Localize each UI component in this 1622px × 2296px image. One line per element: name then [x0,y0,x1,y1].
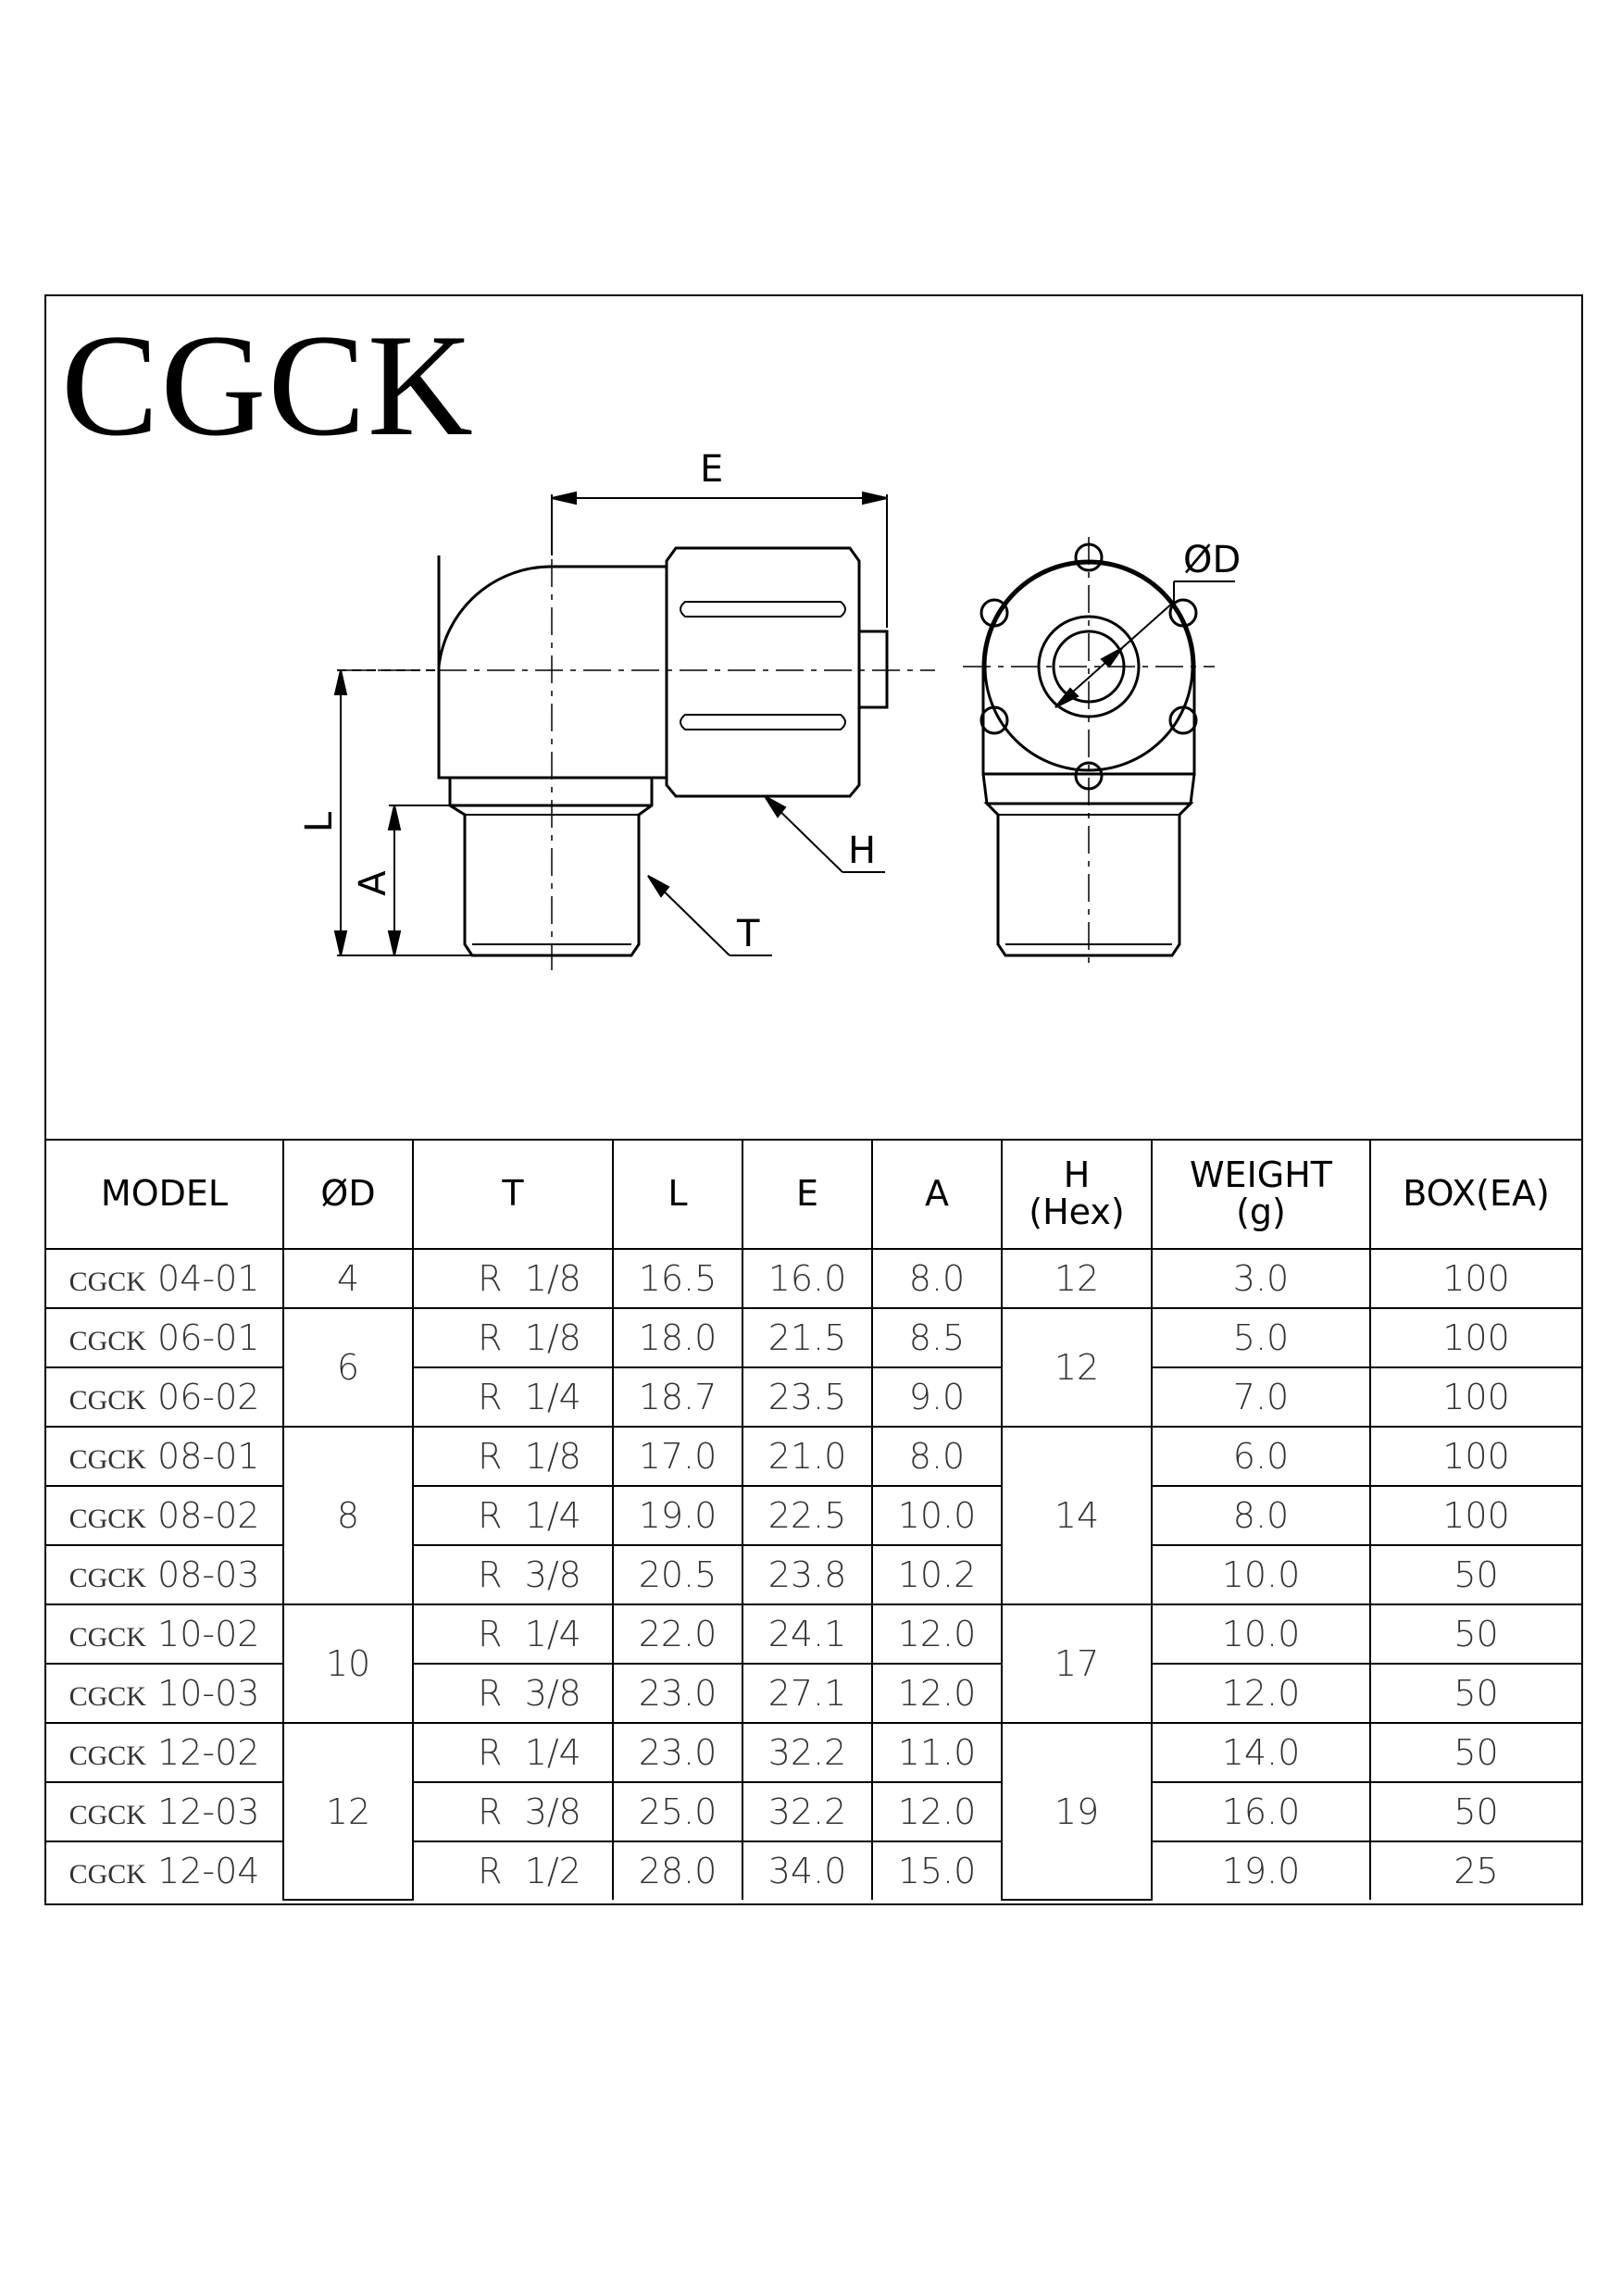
model-code: 08-02 [157,1495,260,1536]
model-cell [46,1427,283,1486]
model-prefix: CGCK [69,1267,146,1297]
table-row [46,1723,1581,1782]
weight-cell: 6.0 [1152,1427,1370,1486]
dim-label-e: E [700,448,724,491]
box-cell: 100 [1370,1308,1581,1367]
model-prefix: CGCK [69,1681,146,1712]
box-cell: 50 [1370,1604,1581,1664]
l-cell: 18.0 [613,1308,742,1367]
model-prefix: CGCK [69,1859,146,1890]
hex-nut [667,548,859,796]
t-cell: R 1/4 [413,1723,613,1782]
e-cell: 21.5 [742,1308,872,1367]
model-code: 04-01 [157,1258,260,1299]
t-cell: R 1/2 [413,1841,613,1900]
weight-cell: 7.0 [1152,1367,1370,1427]
header-a: A [872,1140,1002,1249]
a-cell: 10.2 [872,1545,1002,1604]
leader-label-h: H [848,830,877,872]
header-weight-line1: WEIGHT [1189,1154,1333,1196]
box-cell: 100 [1370,1427,1581,1486]
t-cell: R 1/8 [413,1308,613,1367]
h-cell: 12 [1002,1308,1152,1427]
e-cell: 16.0 [742,1249,872,1308]
t-cell: R 1/8 [413,1427,613,1486]
weight-cell: 12.0 [1152,1664,1370,1723]
model-cell [46,1782,283,1841]
header-row [46,1140,1581,1249]
model-cell [46,1723,283,1782]
a-cell: 12.0 [872,1664,1002,1723]
l-cell: 23.0 [613,1664,742,1723]
a-cell: 9.0 [872,1367,1002,1427]
e-cell: 27.1 [742,1664,872,1723]
e-cell: 34.0 [742,1841,872,1900]
a-cell: 12.0 [872,1782,1002,1841]
box-cell: 50 [1370,1723,1581,1782]
weight-cell: 14.0 [1152,1723,1370,1782]
dim-label-l: L [298,811,341,833]
e-cell: 24.1 [742,1604,872,1664]
model-prefix: CGCK [69,1504,146,1534]
l-cell: 20.5 [613,1545,742,1604]
e-cell: 21.0 [742,1427,872,1486]
leader-label-t: T [737,913,760,955]
technical-drawing [46,296,1581,1139]
model-code: 12-02 [157,1732,260,1773]
model-code: 12-04 [157,1851,260,1891]
spec-table [46,1139,1581,1901]
a-cell: 8.5 [872,1308,1002,1367]
box-cell: 50 [1370,1782,1581,1841]
model-cell [46,1249,283,1308]
weight-cell: 16.0 [1152,1782,1370,1841]
e-cell: 23.8 [742,1545,872,1604]
header-h-line1: H [1063,1154,1091,1196]
box-cell: 50 [1370,1545,1581,1604]
d-cell: 10 [283,1604,413,1723]
t-cell: R 3/8 [413,1545,613,1604]
l-cell: 23.0 [613,1723,742,1782]
model-code: 06-02 [157,1377,260,1417]
e-cell: 22.5 [742,1486,872,1545]
model-prefix: CGCK [69,1385,146,1416]
header-weight-line2: (g) [1236,1192,1286,1232]
l-cell: 17.0 [613,1427,742,1486]
model-code: 08-01 [157,1436,260,1477]
table-row [46,1664,1581,1723]
box-cell: 25 [1370,1841,1581,1900]
header-t: T [413,1140,613,1249]
model-code: 12-03 [157,1791,260,1832]
header-model: MODEL [46,1140,283,1249]
leader-label-phid: ØD [1183,539,1241,581]
table-row [46,1367,1581,1427]
a-cell: 15.0 [872,1841,1002,1900]
e-cell: 23.5 [742,1367,872,1427]
model-code: 10-03 [157,1673,260,1714]
product-title: CGCK [61,305,475,467]
l-cell: 25.0 [613,1782,742,1841]
model-cell [46,1367,283,1427]
model-prefix: CGCK [69,1563,146,1593]
weight-cell: 8.0 [1152,1486,1370,1545]
l-cell: 16.5 [613,1249,742,1308]
header-h [1002,1140,1152,1249]
header-weight [1152,1140,1370,1249]
table-row [46,1545,1581,1604]
header-e: E [742,1140,872,1249]
a-cell: 12.0 [872,1604,1002,1664]
a-cell: 8.0 [872,1249,1002,1308]
d-cell: 4 [283,1249,413,1308]
box-cell: 100 [1370,1367,1581,1427]
h-cell: 19 [1002,1723,1152,1900]
model-cell [46,1841,283,1900]
weight-cell: 10.0 [1152,1545,1370,1604]
t-cell: R 3/8 [413,1782,613,1841]
weight-cell: 10.0 [1152,1604,1370,1664]
header-box: BOX(EA) [1370,1140,1581,1249]
a-cell: 10.0 [872,1486,1002,1545]
d-cell: 6 [283,1308,413,1427]
model-cell [46,1308,283,1367]
model-prefix: CGCK [69,1326,146,1356]
h-cell: 17 [1002,1604,1152,1723]
weight-cell: 19.0 [1152,1841,1370,1900]
model-prefix: CGCK [69,1444,146,1475]
l-cell: 28.0 [613,1841,742,1900]
table-row [46,1604,1581,1664]
table-row [46,1308,1581,1367]
header-d: ØD [283,1140,413,1249]
d-cell: 12 [283,1723,413,1900]
h-cell: 14 [1002,1427,1152,1604]
model-cell [46,1664,283,1723]
t-cell: R 1/4 [413,1367,613,1427]
table-row [46,1841,1581,1900]
box-cell: 100 [1370,1249,1581,1308]
table-row [46,1427,1581,1486]
e-cell: 32.2 [742,1723,872,1782]
t-cell: R 1/8 [413,1249,613,1308]
model-cell [46,1545,283,1604]
model-prefix: CGCK [69,1800,146,1830]
header-l: L [613,1140,742,1249]
table-row [46,1782,1581,1841]
t-cell: R 1/4 [413,1486,613,1545]
spec-sheet [44,294,1583,1905]
model-prefix: CGCK [69,1622,146,1653]
tube-stub [859,631,887,707]
dim-label-a: A [352,870,394,896]
l-cell: 19.0 [613,1486,742,1545]
header-h-line2: (Hex) [1029,1192,1125,1232]
a-cell: 8.0 [872,1427,1002,1486]
h-cell: 12 [1002,1249,1152,1308]
model-prefix: CGCK [69,1741,146,1771]
l-cell: 22.0 [613,1604,742,1664]
l-cell: 18.7 [613,1367,742,1427]
box-cell: 50 [1370,1664,1581,1723]
model-code: 10-02 [157,1614,260,1654]
box-cell: 100 [1370,1486,1581,1545]
d-cell: 8 [283,1427,413,1604]
model-code: 06-01 [157,1317,260,1358]
table-row [46,1249,1581,1308]
elbow-body [439,555,667,778]
model-code: 08-03 [157,1554,260,1595]
a-cell: 11.0 [872,1723,1002,1782]
model-cell [46,1604,283,1664]
table-row [46,1486,1581,1545]
weight-cell: 3.0 [1152,1249,1370,1308]
t-cell: R 1/4 [413,1604,613,1664]
weight-cell: 5.0 [1152,1308,1370,1367]
e-cell: 32.2 [742,1782,872,1841]
t-cell: R 3/8 [413,1664,613,1723]
model-cell [46,1486,283,1545]
